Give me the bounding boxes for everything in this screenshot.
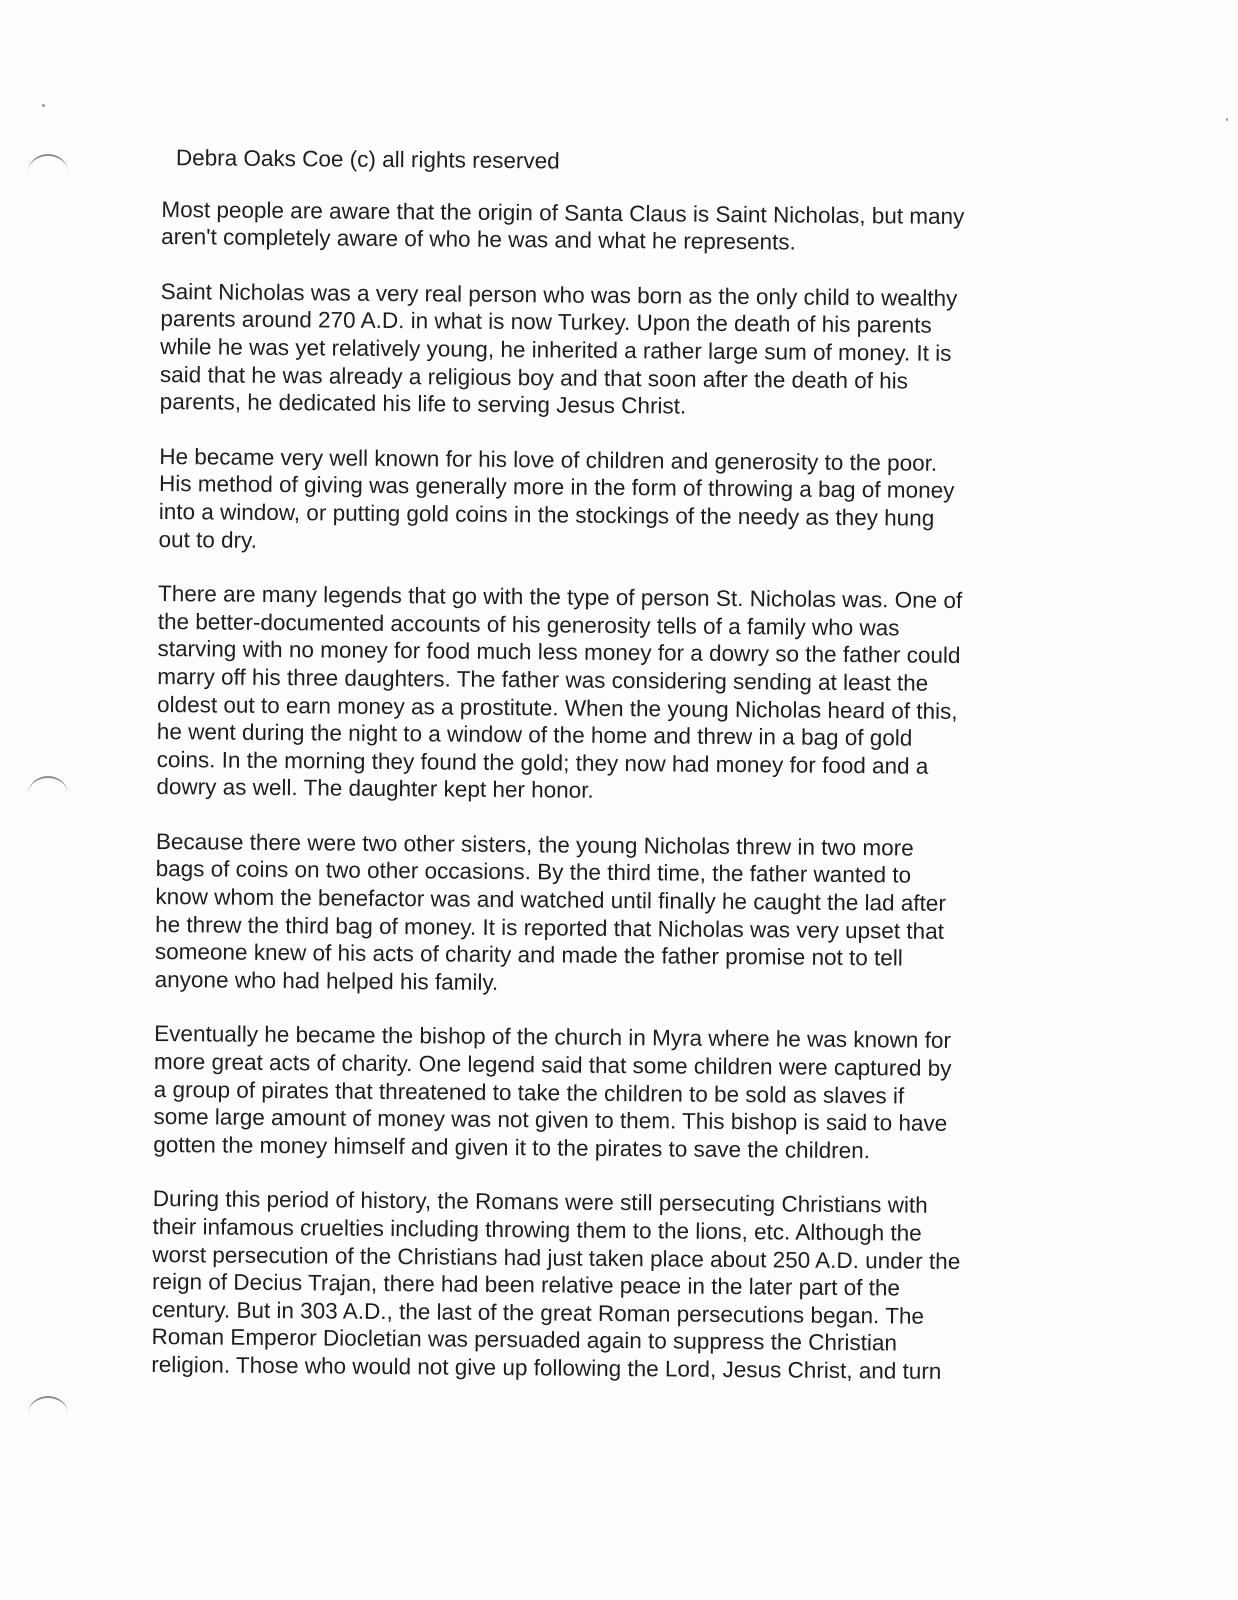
- text-line: he threw the third bag of money. It is reported that Nicholas was very upset that: [155, 911, 945, 944]
- text-line: His method of giving was generally more in the form of throwing a bag of money: [158, 471, 955, 504]
- text-line: starving with no money for food much less money for a dowry so the father could: [157, 636, 961, 669]
- text-line: Roman Emperor Diocletian was persuaded again to suppress the Christian: [151, 1324, 898, 1356]
- text-line: reign of Decius Trajan, there had been relative peace in the later part of the: [151, 1269, 901, 1301]
- text-line: marry off his three daughters. The father was considering sending at least the: [157, 663, 929, 696]
- text-line: Because there were two other sisters, the young Nicholas threw in two more: [155, 828, 914, 861]
- text-line: aren't completely aware of who he was and what he represents.: [161, 224, 796, 255]
- text-line: anyone who had helped his family.: [154, 966, 499, 995]
- text-line: oldest out to earn money as a prostitute. When the young Nicholas heard of this,: [157, 691, 958, 724]
- text-line: said that he was already a religious boy and that soon after the death of his: [159, 361, 909, 394]
- text-line: century. But in 303 A.D., the last of the great Roman persecutions began. The: [151, 1296, 925, 1329]
- paragraph: [156, 580, 1028, 808]
- text-line: the better-documented accounts of his generosity tells of a family who was: [157, 608, 900, 641]
- copyright-header: Debra Oaks Coe (c) all rights reserved: [175, 145, 560, 174]
- binder-hole-mark: [28, 1396, 68, 1414]
- text-line: parents, he dedicated his life to serving Jesus Christ.: [159, 389, 687, 419]
- text-line: dowry as well. The daughter kept her honor.: [156, 774, 594, 804]
- text-line: During this period of history, the Romans were still persecuting Christians with: [152, 1186, 928, 1219]
- paragraph: [151, 1185, 1023, 1386]
- text-line: a group of pirates that threatened to take the children to be sold as slaves if: [153, 1076, 905, 1109]
- text-line: out to dry.: [158, 526, 258, 553]
- text-line: There are many legends that go with the type of person St. Nicholas was. One of: [157, 581, 963, 614]
- document-body: [151, 144, 1032, 1413]
- text-line: worst persecution of the Christians had just taken place about 250 A.D. under the: [152, 1241, 961, 1274]
- paragraph: [161, 196, 1031, 259]
- text-line: into a window, or putting gold coins in the stockings of the needy as they hung: [158, 498, 935, 531]
- text-line: someone knew of his acts of charity and made the father promise not to tell: [154, 939, 903, 971]
- text-line: Saint Nicholas was a very real person who was born as the only child to wealthy: [160, 278, 958, 311]
- paragraph: [158, 443, 1029, 561]
- text-line: some large amount of money was not given to them. This bishop is said to have: [153, 1104, 948, 1137]
- binder-hole-mark: [28, 776, 68, 794]
- text-line: he went during the night to a window of the home and threw in a bag of gold: [156, 719, 913, 751]
- text-line: while he was yet relatively young, he inherited a rather large sum of money. It is: [160, 333, 952, 366]
- text-line: gotten the money himself and given it to the pirates to save the children.: [153, 1131, 871, 1164]
- scan-speck: [1226, 118, 1228, 121]
- text-line: more great acts of charity. One legend said that some children were captured by: [153, 1048, 952, 1081]
- binder-hole-mark: [28, 154, 68, 172]
- text-line: He became very well known for his love of children and generosity to the poor.: [159, 443, 938, 476]
- scan-speck: [42, 104, 45, 107]
- paragraph-list: [151, 196, 1031, 1387]
- paragraph: [160, 278, 1031, 424]
- text-line: parents around 270 A.D. in what is now Turkey. Upon the death of his parents: [160, 306, 932, 339]
- paragraph: [153, 1020, 1024, 1166]
- text-line: Most people are aware that the origin of Santa Claus is Saint Nicholas, but many: [161, 196, 965, 229]
- text-line: bags of coins on two other occasions. By the third time, the father wanted to: [155, 856, 912, 889]
- paragraph: [155, 828, 1026, 1001]
- text-line: their infamous cruelties including throwing them to the lions, etc. Although the: [152, 1213, 922, 1246]
- text-line: Eventually he became the bishop of the church in Myra where he was known for: [154, 1021, 952, 1054]
- text-line: coins. In the morning they found the gold; they now had money for food and a: [156, 746, 929, 779]
- text-line: know whom the benefactor was and watched until finally he caught the lad after: [155, 884, 946, 916]
- text-line: religion. Those who would not give up following the Lord, Jesus Christ, and turn: [151, 1351, 942, 1384]
